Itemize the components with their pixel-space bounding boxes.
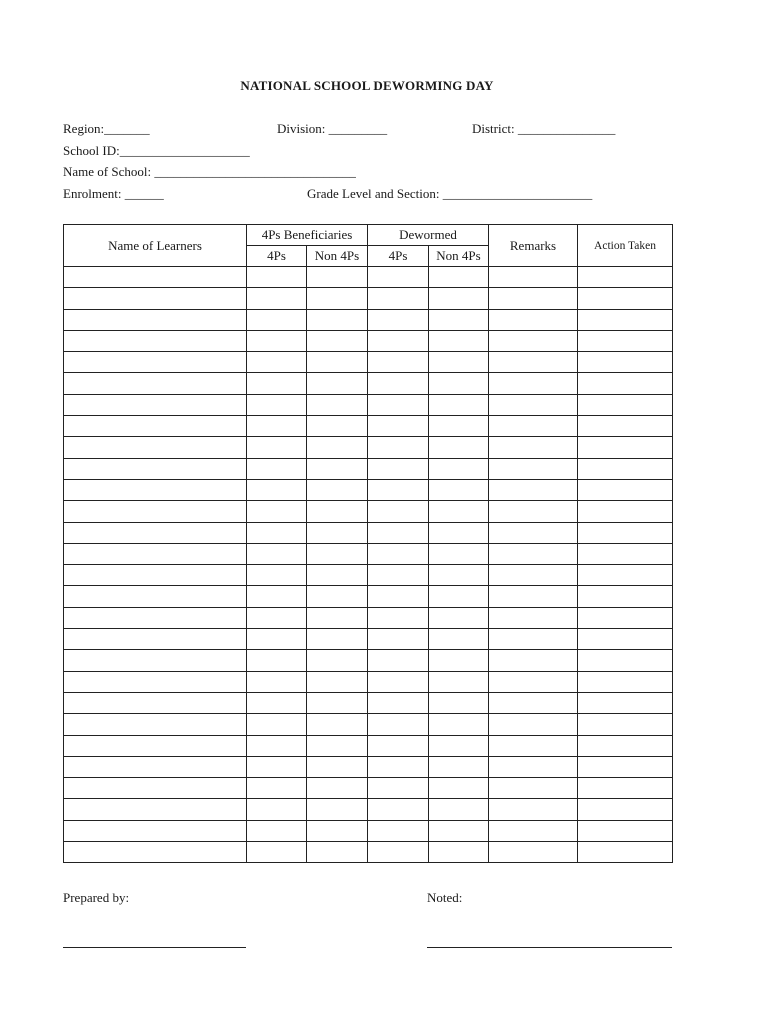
- table-row: [64, 330, 673, 351]
- header-dewormed: Dewormed: [368, 225, 489, 246]
- beneficiary-non-4ps-cell[interactable]: [307, 394, 368, 415]
- beneficiary-4ps-cell[interactable]: [247, 330, 307, 351]
- action-taken-cell[interactable]: [578, 267, 673, 288]
- dewormed-non-4ps-cell[interactable]: [429, 714, 489, 735]
- name-of-learner-cell[interactable]: [64, 522, 247, 543]
- table-body: [64, 267, 673, 863]
- name-of-learner-cell[interactable]: [64, 479, 247, 500]
- header-4ps-beneficiaries: 4Ps Beneficiaries: [247, 225, 368, 246]
- action-taken-cell[interactable]: [578, 352, 673, 373]
- table-row: [64, 820, 673, 841]
- action-taken-cell[interactable]: [578, 799, 673, 820]
- dewormed-non-4ps-cell[interactable]: [429, 458, 489, 479]
- beneficiary-4ps-cell[interactable]: [247, 756, 307, 777]
- remarks-cell[interactable]: [489, 607, 578, 628]
- dewormed-non-4ps-cell[interactable]: [429, 799, 489, 820]
- name-of-learner-cell[interactable]: [64, 330, 247, 351]
- dewormed-4ps-cell[interactable]: [368, 820, 429, 841]
- noted-label: Noted:: [427, 890, 463, 905]
- table-row: [64, 565, 673, 586]
- beneficiary-non-4ps-cell[interactable]: [307, 756, 368, 777]
- table-row: [64, 352, 673, 373]
- dewormed-non-4ps-cell[interactable]: [429, 352, 489, 373]
- beneficiary-non-4ps-cell[interactable]: [307, 501, 368, 522]
- dewormed-non-4ps-cell[interactable]: [429, 330, 489, 351]
- name-of-learner-cell[interactable]: [64, 288, 247, 309]
- table-row: [64, 842, 673, 863]
- dewormed-non-4ps-cell[interactable]: [429, 842, 489, 863]
- action-taken-cell[interactable]: [578, 692, 673, 713]
- dewormed-4ps-cell[interactable]: [368, 458, 429, 479]
- beneficiary-4ps-cell[interactable]: [247, 778, 307, 799]
- action-taken-cell[interactable]: [578, 629, 673, 650]
- beneficiary-4ps-cell[interactable]: [247, 501, 307, 522]
- beneficiary-non-4ps-cell[interactable]: [307, 458, 368, 479]
- name-of-learner-cell[interactable]: [64, 373, 247, 394]
- table-row: [64, 692, 673, 713]
- beneficiary-non-4ps-cell[interactable]: [307, 650, 368, 671]
- dewormed-non-4ps-cell[interactable]: [429, 629, 489, 650]
- learners-table: [63, 224, 673, 863]
- noted-signature-line[interactable]: [427, 947, 672, 948]
- table-row: [64, 586, 673, 607]
- beneficiary-4ps-cell[interactable]: [247, 820, 307, 841]
- prepared-by-signature-line[interactable]: [63, 947, 246, 948]
- dewormed-non-4ps-cell[interactable]: [429, 650, 489, 671]
- table-row: [64, 373, 673, 394]
- remarks-cell[interactable]: [489, 352, 578, 373]
- table-row: [64, 799, 673, 820]
- name-of-learner-cell[interactable]: [64, 735, 247, 756]
- dewormed-4ps-cell[interactable]: [368, 842, 429, 863]
- beneficiary-4ps-cell[interactable]: [247, 714, 307, 735]
- name-of-learner-cell[interactable]: [64, 437, 247, 458]
- name-of-learner-cell[interactable]: [64, 778, 247, 799]
- beneficiary-non-4ps-cell[interactable]: [307, 479, 368, 500]
- district-field[interactable]: District: _______________: [472, 121, 616, 136]
- remarks-cell[interactable]: [489, 629, 578, 650]
- remarks-cell[interactable]: [489, 330, 578, 351]
- beneficiary-4ps-cell[interactable]: [247, 543, 307, 564]
- beneficiary-non-4ps-cell[interactable]: [307, 799, 368, 820]
- dewormed-non-4ps-cell[interactable]: [429, 522, 489, 543]
- beneficiary-non-4ps-cell[interactable]: [307, 778, 368, 799]
- beneficiary-4ps-cell[interactable]: [247, 309, 307, 330]
- dewormed-4ps-cell[interactable]: [368, 288, 429, 309]
- name-of-learner-cell[interactable]: [64, 565, 247, 586]
- action-taken-cell[interactable]: [578, 842, 673, 863]
- action-taken-cell[interactable]: [578, 437, 673, 458]
- beneficiary-non-4ps-cell[interactable]: [307, 267, 368, 288]
- dewormed-4ps-cell[interactable]: [368, 479, 429, 500]
- action-taken-cell[interactable]: [578, 607, 673, 628]
- dewormed-non-4ps-cell[interactable]: [429, 565, 489, 586]
- beneficiary-4ps-cell[interactable]: [247, 522, 307, 543]
- dewormed-4ps-cell[interactable]: [368, 692, 429, 713]
- remarks-cell[interactable]: [489, 309, 578, 330]
- beneficiary-4ps-cell[interactable]: [247, 267, 307, 288]
- name-of-learner-cell[interactable]: [64, 543, 247, 564]
- remarks-cell[interactable]: [489, 799, 578, 820]
- dewormed-non-4ps-cell[interactable]: [429, 756, 489, 777]
- action-taken-cell[interactable]: [578, 288, 673, 309]
- remarks-cell[interactable]: [489, 756, 578, 777]
- name-of-learner-cell[interactable]: [64, 309, 247, 330]
- dewormed-non-4ps-cell[interactable]: [429, 437, 489, 458]
- table-row: [64, 458, 673, 479]
- remarks-cell[interactable]: [489, 373, 578, 394]
- school-name-field[interactable]: Name of School: _______________________________: [63, 164, 356, 179]
- table-row: [64, 522, 673, 543]
- beneficiary-non-4ps-cell[interactable]: [307, 352, 368, 373]
- beneficiary-non-4ps-cell[interactable]: [307, 586, 368, 607]
- name-of-learner-cell[interactable]: [64, 756, 247, 777]
- remarks-cell[interactable]: [489, 543, 578, 564]
- beneficiary-non-4ps-cell[interactable]: [307, 416, 368, 437]
- dewormed-4ps-cell[interactable]: [368, 352, 429, 373]
- beneficiary-4ps-cell[interactable]: [247, 479, 307, 500]
- beneficiary-4ps-cell[interactable]: [247, 565, 307, 586]
- remarks-cell[interactable]: [489, 650, 578, 671]
- name-of-learner-cell[interactable]: [64, 607, 247, 628]
- name-of-learner-cell[interactable]: [64, 650, 247, 671]
- dewormed-4ps-cell[interactable]: [368, 735, 429, 756]
- action-taken-cell[interactable]: [578, 330, 673, 351]
- dewormed-non-4ps-cell[interactable]: [429, 820, 489, 841]
- dewormed-4ps-cell[interactable]: [368, 309, 429, 330]
- beneficiary-non-4ps-cell[interactable]: [307, 543, 368, 564]
- dewormed-non-4ps-cell[interactable]: [429, 479, 489, 500]
- table-row: [64, 756, 673, 777]
- table-row: [64, 607, 673, 628]
- dewormed-non-4ps-cell[interactable]: [429, 735, 489, 756]
- division-field[interactable]: Division: _________: [277, 121, 388, 136]
- beneficiary-4ps-cell[interactable]: [247, 352, 307, 373]
- beneficiary-4ps-cell[interactable]: [247, 394, 307, 415]
- action-taken-cell[interactable]: [578, 543, 673, 564]
- beneficiary-4ps-cell[interactable]: [247, 629, 307, 650]
- beneficiary-non-4ps-cell[interactable]: [307, 330, 368, 351]
- remarks-cell[interactable]: [489, 288, 578, 309]
- prepared-by-label: Prepared by:: [63, 890, 130, 905]
- dewormed-4ps-cell[interactable]: [368, 522, 429, 543]
- remarks-cell[interactable]: [489, 586, 578, 607]
- name-of-learner-cell[interactable]: [64, 799, 247, 820]
- table-row: [64, 714, 673, 735]
- beneficiary-4ps-cell[interactable]: [247, 373, 307, 394]
- dewormed-4ps-cell[interactable]: [368, 650, 429, 671]
- table-row: [64, 416, 673, 437]
- remarks-cell[interactable]: [489, 778, 578, 799]
- enrolment-field[interactable]: Enrolment: ______: [63, 186, 164, 201]
- beneficiary-non-4ps-cell[interactable]: [307, 714, 368, 735]
- dewormed-non-4ps-cell[interactable]: [429, 692, 489, 713]
- dewormed-non-4ps-cell[interactable]: [429, 394, 489, 415]
- dewormed-4ps-cell[interactable]: [368, 330, 429, 351]
- name-of-learner-cell[interactable]: [64, 394, 247, 415]
- action-taken-cell[interactable]: [578, 394, 673, 415]
- remarks-cell[interactable]: [489, 565, 578, 586]
- dewormed-non-4ps-cell[interactable]: [429, 416, 489, 437]
- name-of-learner-cell[interactable]: [64, 671, 247, 692]
- remarks-cell[interactable]: [489, 501, 578, 522]
- beneficiary-4ps-cell[interactable]: [247, 842, 307, 863]
- remarks-cell[interactable]: [489, 394, 578, 415]
- table-row: [64, 671, 673, 692]
- remarks-cell[interactable]: [489, 522, 578, 543]
- table-row: [64, 394, 673, 415]
- beneficiary-4ps-cell[interactable]: [247, 692, 307, 713]
- subheader-beneficiaries-non-4ps: Non 4Ps: [307, 246, 368, 267]
- table-row: [64, 437, 673, 458]
- dewormed-non-4ps-cell[interactable]: [429, 309, 489, 330]
- dewormed-4ps-cell[interactable]: [368, 267, 429, 288]
- beneficiary-non-4ps-cell[interactable]: [307, 735, 368, 756]
- dewormed-non-4ps-cell[interactable]: [429, 288, 489, 309]
- header-action-taken: Action Taken: [578, 225, 673, 267]
- name-of-learner-cell[interactable]: [64, 416, 247, 437]
- beneficiary-non-4ps-cell[interactable]: [307, 607, 368, 628]
- subheader-beneficiaries-4ps: 4Ps: [247, 246, 307, 267]
- school-id-field[interactable]: School ID:____________________: [63, 143, 250, 158]
- action-taken-cell[interactable]: [578, 650, 673, 671]
- remarks-cell[interactable]: [489, 458, 578, 479]
- subheader-dewormed-non-4ps: Non 4Ps: [429, 246, 489, 267]
- table-row: [64, 479, 673, 500]
- action-taken-cell[interactable]: [578, 522, 673, 543]
- dewormed-4ps-cell[interactable]: [368, 565, 429, 586]
- remarks-cell[interactable]: [489, 692, 578, 713]
- beneficiary-non-4ps-cell[interactable]: [307, 629, 368, 650]
- beneficiary-non-4ps-cell[interactable]: [307, 842, 368, 863]
- name-of-learner-cell[interactable]: [64, 501, 247, 522]
- beneficiary-non-4ps-cell[interactable]: [307, 437, 368, 458]
- dewormed-4ps-cell[interactable]: [368, 543, 429, 564]
- beneficiary-4ps-cell[interactable]: [247, 458, 307, 479]
- dewormed-4ps-cell[interactable]: [368, 501, 429, 522]
- remarks-cell[interactable]: [489, 267, 578, 288]
- action-taken-cell[interactable]: [578, 756, 673, 777]
- beneficiary-4ps-cell[interactable]: [247, 671, 307, 692]
- name-of-learner-cell[interactable]: [64, 458, 247, 479]
- beneficiary-non-4ps-cell[interactable]: [307, 288, 368, 309]
- beneficiary-non-4ps-cell[interactable]: [307, 671, 368, 692]
- dewormed-4ps-cell[interactable]: [368, 629, 429, 650]
- dewormed-4ps-cell[interactable]: [368, 416, 429, 437]
- remarks-cell[interactable]: [489, 714, 578, 735]
- beneficiary-4ps-cell[interactable]: [247, 437, 307, 458]
- remarks-cell[interactable]: [489, 735, 578, 756]
- beneficiary-4ps-cell[interactable]: [247, 799, 307, 820]
- table-row: [64, 650, 673, 671]
- beneficiary-non-4ps-cell[interactable]: [307, 692, 368, 713]
- dewormed-4ps-cell[interactable]: [368, 373, 429, 394]
- dewormed-non-4ps-cell[interactable]: [429, 607, 489, 628]
- action-taken-cell[interactable]: [578, 778, 673, 799]
- name-of-learner-cell[interactable]: [64, 692, 247, 713]
- dewormed-non-4ps-cell[interactable]: [429, 671, 489, 692]
- remarks-cell[interactable]: [489, 437, 578, 458]
- action-taken-cell[interactable]: [578, 586, 673, 607]
- dewormed-4ps-cell[interactable]: [368, 586, 429, 607]
- subheader-dewormed-4ps: 4Ps: [368, 246, 429, 267]
- action-taken-cell[interactable]: [578, 501, 673, 522]
- beneficiary-non-4ps-cell[interactable]: [307, 820, 368, 841]
- action-taken-cell[interactable]: [578, 416, 673, 437]
- name-of-learner-cell[interactable]: [64, 714, 247, 735]
- beneficiary-4ps-cell[interactable]: [247, 416, 307, 437]
- name-of-learner-cell[interactable]: [64, 629, 247, 650]
- header-name-of-learners: Name of Learners: [64, 225, 247, 267]
- table-row: [64, 309, 673, 330]
- form-title: NATIONAL SCHOOL DEWORMING DAY: [240, 78, 494, 93]
- dewormed-non-4ps-cell[interactable]: [429, 586, 489, 607]
- dewormed-non-4ps-cell[interactable]: [429, 543, 489, 564]
- remarks-cell[interactable]: [489, 671, 578, 692]
- dewormed-non-4ps-cell[interactable]: [429, 501, 489, 522]
- beneficiary-non-4ps-cell[interactable]: [307, 373, 368, 394]
- dewormed-4ps-cell[interactable]: [368, 756, 429, 777]
- action-taken-cell[interactable]: [578, 373, 673, 394]
- beneficiary-4ps-cell[interactable]: [247, 735, 307, 756]
- action-taken-cell[interactable]: [578, 309, 673, 330]
- dewormed-non-4ps-cell[interactable]: [429, 267, 489, 288]
- action-taken-cell[interactable]: [578, 671, 673, 692]
- action-taken-cell[interactable]: [578, 565, 673, 586]
- table-row: [64, 629, 673, 650]
- dewormed-4ps-cell[interactable]: [368, 437, 429, 458]
- header-remarks: Remarks: [489, 225, 578, 267]
- table-row: [64, 267, 673, 288]
- table-row: [64, 778, 673, 799]
- remarks-cell[interactable]: [489, 479, 578, 500]
- dewormed-4ps-cell[interactable]: [368, 778, 429, 799]
- beneficiary-non-4ps-cell[interactable]: [307, 522, 368, 543]
- remarks-cell[interactable]: [489, 842, 578, 863]
- action-taken-cell[interactable]: [578, 458, 673, 479]
- dewormed-non-4ps-cell[interactable]: [429, 373, 489, 394]
- dewormed-4ps-cell[interactable]: [368, 714, 429, 735]
- action-taken-cell[interactable]: [578, 714, 673, 735]
- grade-section-field[interactable]: Grade Level and Section: _______________________: [307, 186, 593, 201]
- table-row: [64, 501, 673, 522]
- dewormed-4ps-cell[interactable]: [368, 799, 429, 820]
- beneficiary-4ps-cell[interactable]: [247, 288, 307, 309]
- table-row: [64, 735, 673, 756]
- beneficiary-non-4ps-cell[interactable]: [307, 565, 368, 586]
- dewormed-4ps-cell[interactable]: [368, 394, 429, 415]
- name-of-learner-cell[interactable]: [64, 842, 247, 863]
- beneficiary-non-4ps-cell[interactable]: [307, 309, 368, 330]
- beneficiary-4ps-cell[interactable]: [247, 586, 307, 607]
- dewormed-4ps-cell[interactable]: [368, 607, 429, 628]
- region-field[interactable]: Region:_______: [63, 121, 150, 136]
- dewormed-4ps-cell[interactable]: [368, 671, 429, 692]
- action-taken-cell[interactable]: [578, 820, 673, 841]
- name-of-learner-cell[interactable]: [64, 267, 247, 288]
- name-of-learner-cell[interactable]: [64, 352, 247, 373]
- beneficiary-4ps-cell[interactable]: [247, 650, 307, 671]
- dewormed-non-4ps-cell[interactable]: [429, 778, 489, 799]
- name-of-learner-cell[interactable]: [64, 586, 247, 607]
- action-taken-cell[interactable]: [578, 735, 673, 756]
- beneficiary-4ps-cell[interactable]: [247, 607, 307, 628]
- table-row: [64, 288, 673, 309]
- name-of-learner-cell[interactable]: [64, 820, 247, 841]
- action-taken-cell[interactable]: [578, 479, 673, 500]
- remarks-cell[interactable]: [489, 820, 578, 841]
- remarks-cell[interactable]: [489, 416, 578, 437]
- table-row: [64, 543, 673, 564]
